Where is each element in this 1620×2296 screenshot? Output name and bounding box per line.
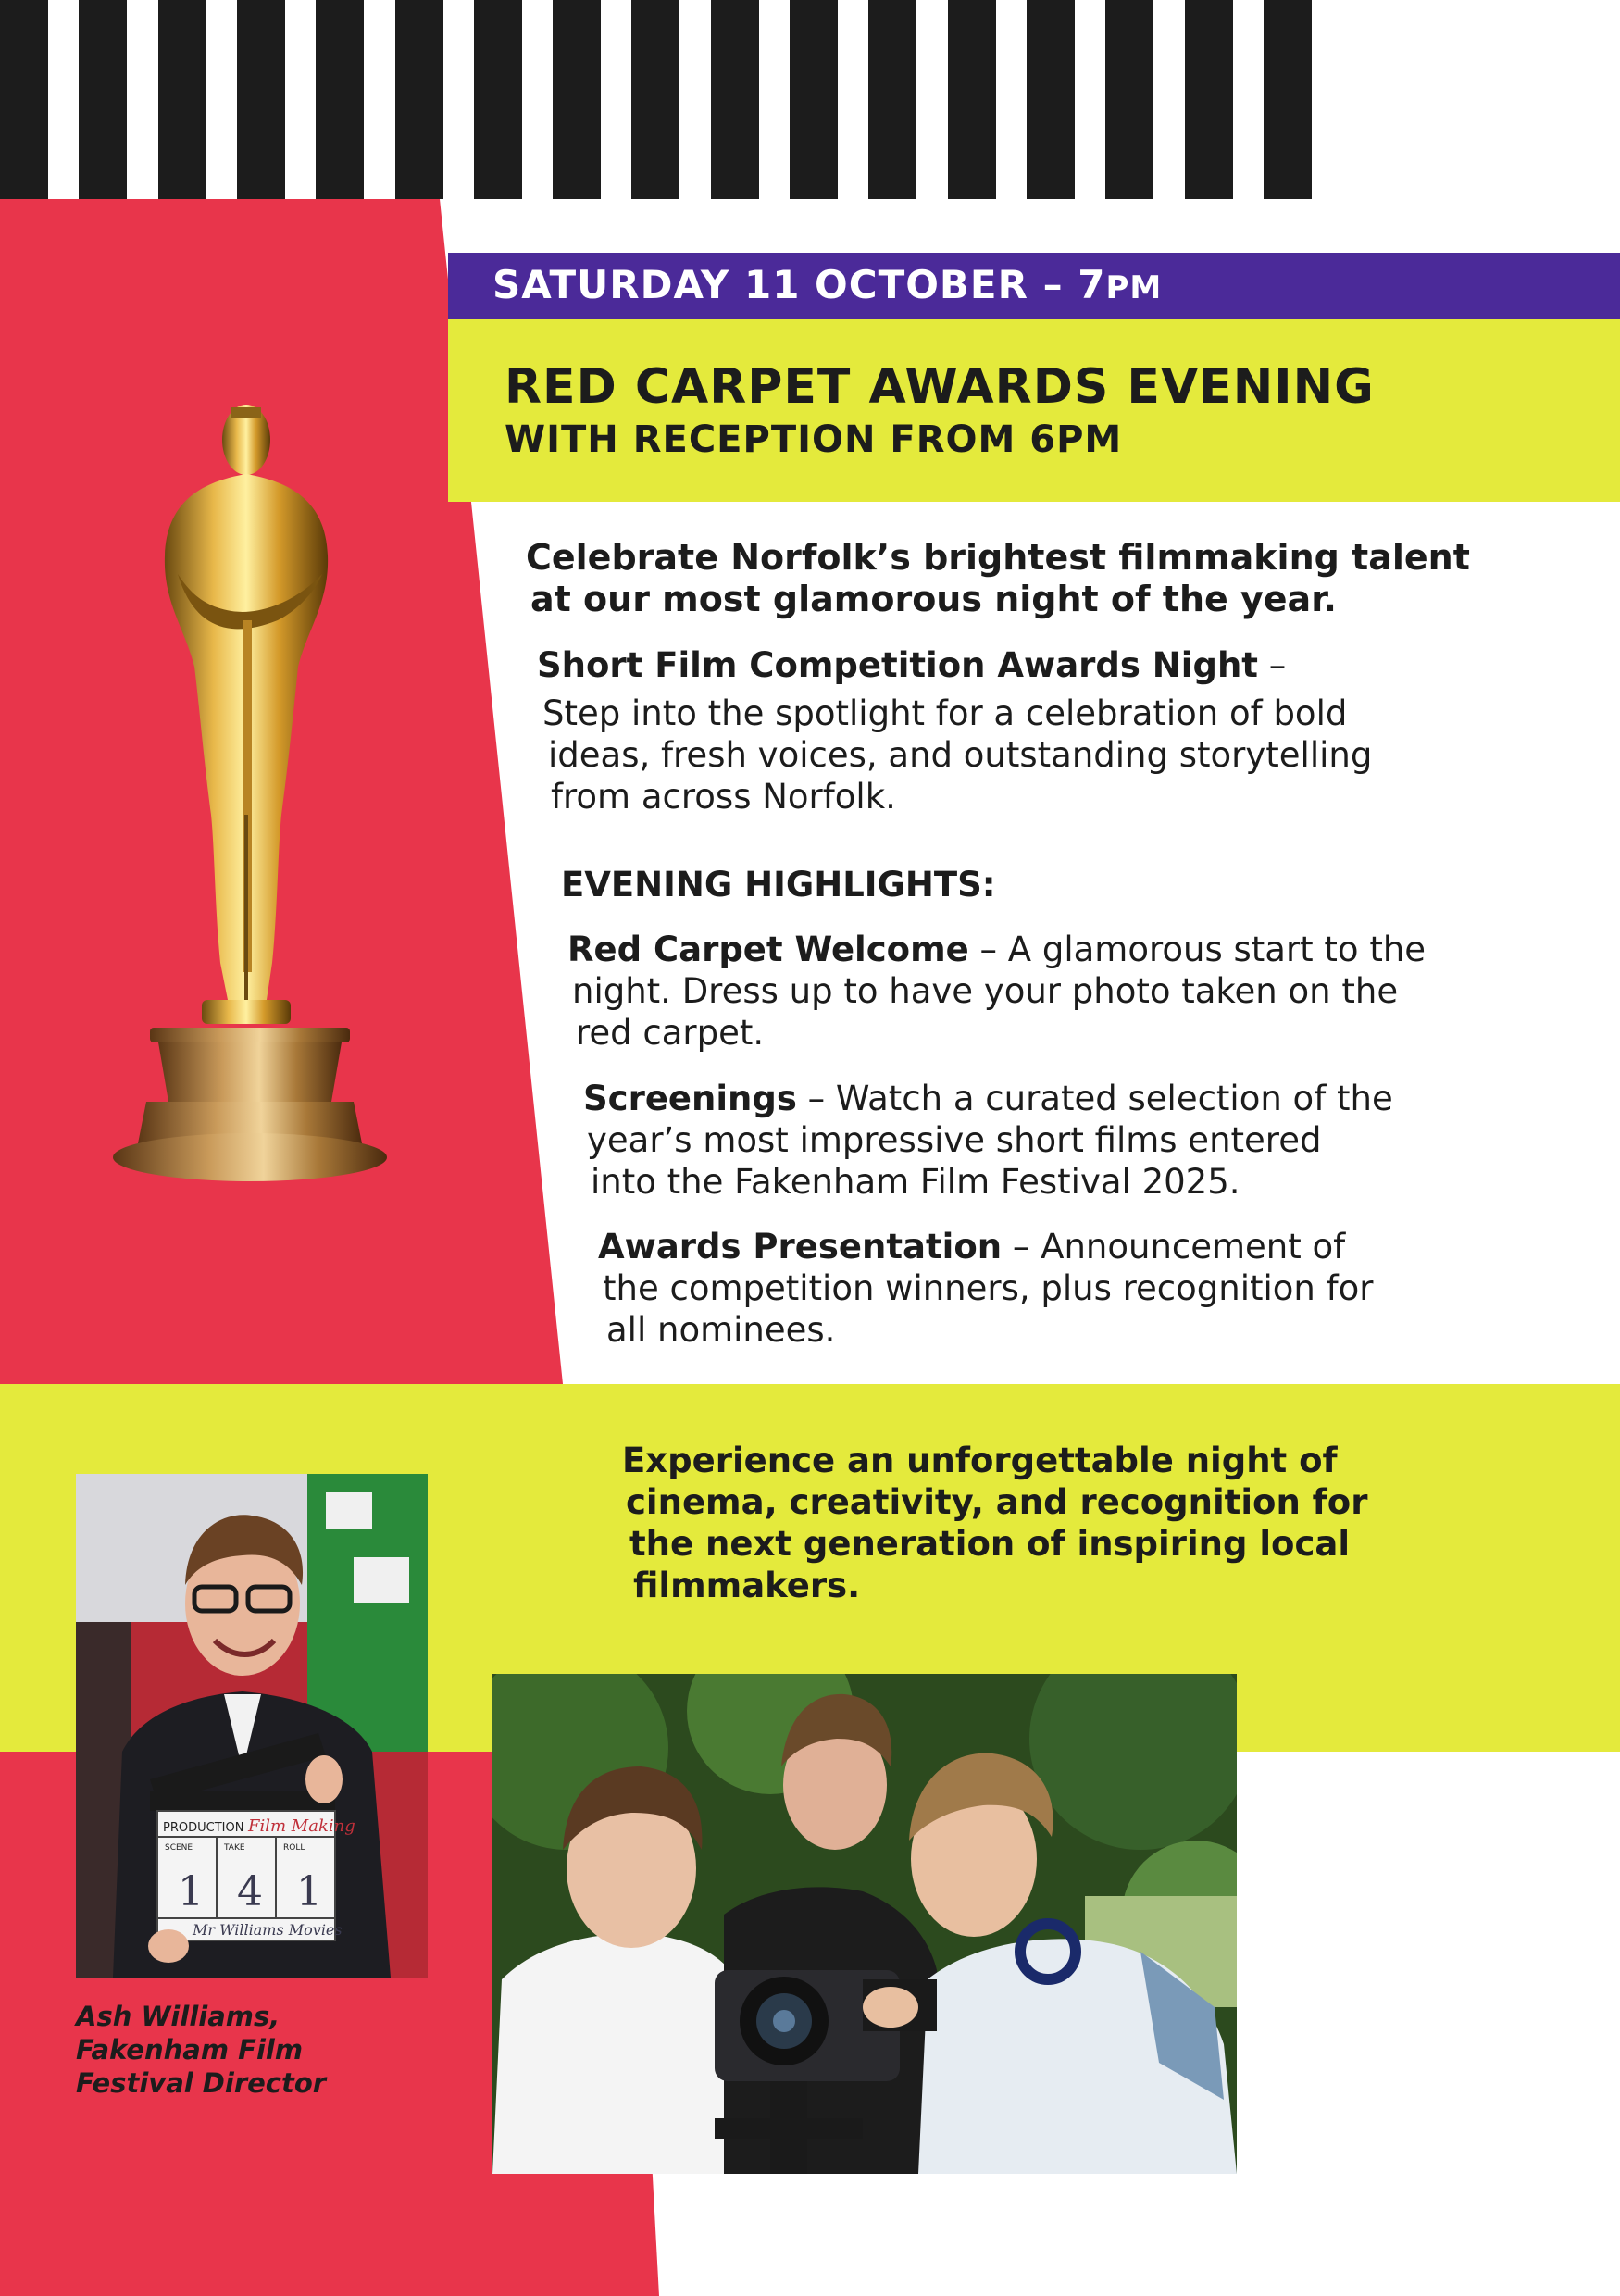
highlight-title-screenings: Screenings	[583, 1079, 797, 1118]
closing-line-2: cinema, creativity, and recognition for	[626, 1482, 1368, 1522]
highlight-item-3-line-1: Awards Presentation – Announcement of	[598, 1227, 1346, 1267]
competition-heading: Short Film Competition Awards Night	[537, 645, 1258, 685]
clapper-roll-label: ROLL	[283, 1843, 305, 1853]
intro-line-1: Celebrate Norfolk’s brightest filmmaking talent	[526, 537, 1470, 578]
highlight-title-red-carpet: Red Carpet Welcome	[567, 930, 969, 969]
barcode-stripe	[553, 0, 601, 199]
highlight-title-awards: Awards Presentation	[598, 1227, 1003, 1267]
highlight-item-2-line-3: into the Fakenham Film Festival 2025.	[591, 1162, 1240, 1202]
clapper-take-label: TAKE	[224, 1843, 245, 1853]
barcode-stripe	[790, 0, 838, 199]
competition-heading-line: Short Film Competition Awards Night –	[537, 645, 1287, 685]
barcode-stripe	[0, 0, 48, 199]
clapper-company: Mr Williams Movies	[193, 1921, 343, 1939]
clapper-take: 4	[237, 1868, 263, 1915]
barcode-stripe	[868, 0, 916, 199]
clapper-scene: 1	[178, 1868, 204, 1915]
highlight-item-2-line-2: year’s most impressive short films entered	[587, 1120, 1322, 1160]
highlight-item-1-line-1: Red Carpet Welcome – A glamorous start to the	[567, 930, 1427, 969]
closing-line-3: the next generation of inspiring local	[629, 1524, 1351, 1564]
barcode-stripe	[948, 0, 996, 199]
competition-line-3: from across Norfolk.	[551, 777, 896, 817]
highlight-item-1-line-2: night. Dress up to have your photo taken on the	[572, 971, 1399, 1011]
director-photo	[76, 1474, 428, 1978]
barcode-stripe	[711, 0, 759, 199]
caption-line-3: Festival Director	[76, 2067, 327, 2099]
caption-line-2: Fakenham Film	[76, 2034, 304, 2065]
competition-line-2: ideas, fresh voices, and outstanding storytelling	[548, 735, 1373, 775]
barcode-stripe	[1105, 0, 1153, 199]
barcode-stripe	[158, 0, 206, 199]
highlight-item-3-line-2: the competition winners, plus recognition for	[603, 1268, 1374, 1308]
trophy-icon	[93, 389, 407, 1241]
barcode-stripe	[1185, 0, 1233, 199]
event-date: SATURDAY 11 OCTOBER – 7PM	[492, 262, 1163, 307]
clapper-title: Film Making	[248, 1816, 355, 1836]
photo-caption	[76, 2000, 326, 2100]
highlights-heading: EVENING HIGHLIGHTS:	[561, 865, 996, 905]
highlight-item-3-line-3: all nominees.	[606, 1310, 836, 1350]
barcode-stripe	[316, 0, 364, 199]
clapper-roll: 1	[296, 1868, 322, 1915]
highlight-item-2-line-1: Screenings – Watch a curated selection of the	[583, 1079, 1393, 1118]
closing-line-1: Experience an unforgettable night of	[622, 1441, 1338, 1480]
caption-line-1: Ash Williams,	[76, 2001, 280, 2032]
barcode-stripe	[79, 0, 127, 199]
barcode-stripe	[395, 0, 443, 199]
competition-line-1: Step into the spotlight for a celebration of bold	[542, 693, 1348, 733]
clapper-scene-label: SCENE	[165, 1843, 193, 1853]
closing-line-4: filmmakers.	[633, 1566, 861, 1605]
event-title: RED CARPET AWARDS EVENING	[505, 359, 1375, 415]
young-filmmakers-photo	[492, 1674, 1237, 2174]
barcode-stripe	[1264, 0, 1312, 199]
intro-line-2: at our most glamorous night of the year.	[530, 579, 1337, 619]
barcode-stripe	[631, 0, 679, 199]
barcode-stripes	[0, 0, 1620, 199]
barcode-stripe	[237, 0, 285, 199]
barcode-stripe	[1027, 0, 1075, 199]
barcode-stripe	[474, 0, 522, 199]
highlight-item-1-line-3: red carpet.	[576, 1013, 765, 1053]
clapper-production-label: PRODUCTION	[163, 1821, 244, 1835]
event-subtitle: WITH RECEPTION FROM 6PM	[505, 418, 1123, 461]
